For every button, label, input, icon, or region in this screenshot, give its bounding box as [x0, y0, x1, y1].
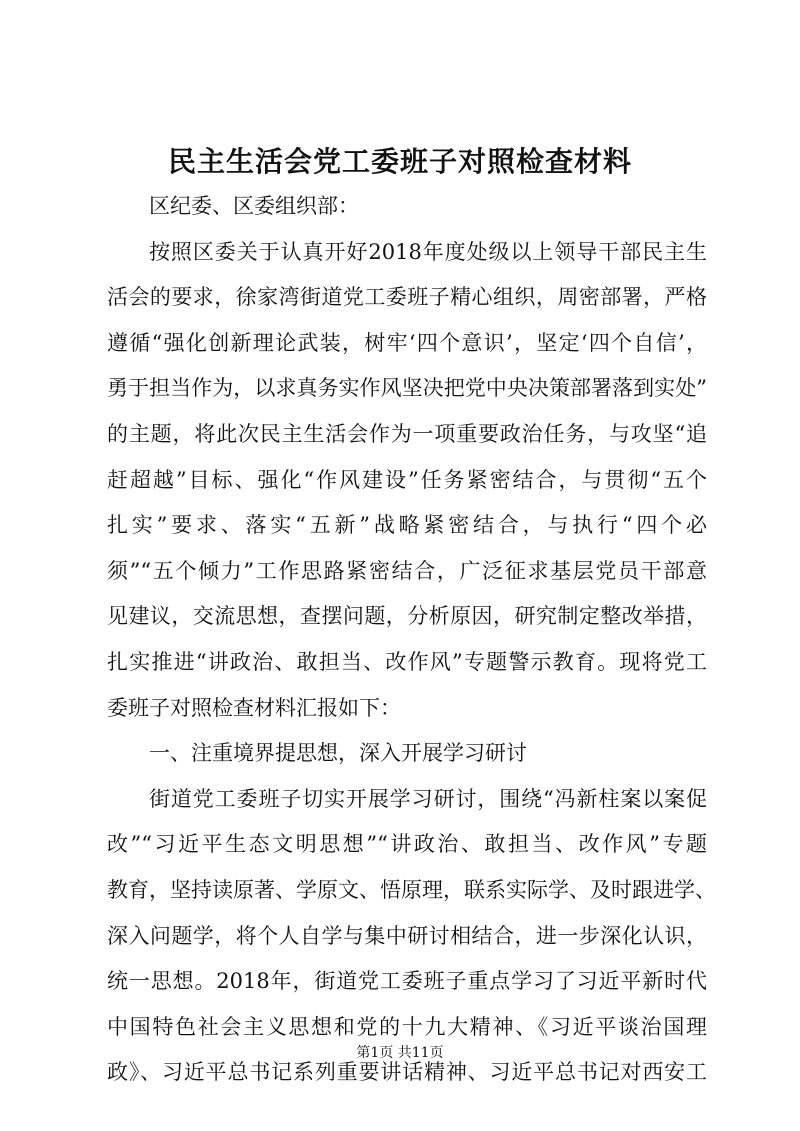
- paragraph-line: 须”“五个倾力”工作思路紧密结合，广泛征求基层党员干部意: [107, 558, 707, 583]
- paragraph-line: 统一思想。2018年，街道党工委班子重点学习了习近平新时代: [107, 969, 707, 994]
- paragraph-line: 委班子对照检查材料汇报如下：: [107, 695, 401, 720]
- paragraph-line: 街道党工委班子切实开展学习研讨，围绕“冯新柱案以案促: [149, 786, 707, 811]
- paragraph-line: 遵循“强化创新理论武装，树牢‘四个意识’，坚定‘四个自信’，: [107, 330, 707, 355]
- document-title: 民主生活会党工委班子对照检查材料: [167, 145, 632, 178]
- paragraph-line: 改”“习近平生态文明思想”“讲政治、敢担当、改作风”专题: [107, 832, 707, 857]
- paragraph-line: 中国特色社会主义思想和党的十九大精神、《习近平谈治国理: [107, 1014, 707, 1039]
- paragraph-line: 深入问题学，将个人自学与集中研讨相结合，进一步深化认识，: [107, 923, 707, 948]
- paragraph-line: 勇于担当作为，以求真务实作风坚决把党中央决策部署落到实处”: [107, 376, 707, 401]
- section-heading: 一、注重境界提思想，深入开展学习研讨: [149, 741, 527, 766]
- paragraph-line: 教育，坚持读原著、学原文、悟原理，联系实际学、及时跟进学、: [107, 877, 716, 902]
- paragraph-line: 见建议，交流思想，查摆问题，分析原因，研究制定整改举措，: [107, 604, 707, 629]
- paragraph-line: 政》、习近平总书记系列重要讲话精神、习近平总书记对西安工: [107, 1060, 707, 1085]
- page-number-footer: 第1页 共11页: [356, 1045, 444, 1061]
- document-body: [107, 184, 716, 1096]
- paragraph-line: 扎实推进“讲政治、敢担当、改作风”专题警示教育。现将党工: [107, 649, 707, 674]
- paragraph-line: 活会的要求，徐家湾街道党工委班子精心组织，周密部署，严格: [107, 285, 707, 310]
- paragraph-line: 的主题，将此次民主生活会作为一项重要政治任务，与攻坚“追: [107, 421, 707, 446]
- paragraph-line: 扎实”要求、落实“五新”战略紧密结合，与执行“四个必: [107, 513, 707, 538]
- salutation: 区纪委、区委组织部：: [149, 194, 359, 218]
- paragraph-line: 按照区委关于认真开好2018年度处级以上领导干部民主生: [149, 239, 707, 264]
- paragraph-line: 赶超越”目标、强化“作风建设”任务紧密结合，与贯彻“五个: [107, 467, 707, 492]
